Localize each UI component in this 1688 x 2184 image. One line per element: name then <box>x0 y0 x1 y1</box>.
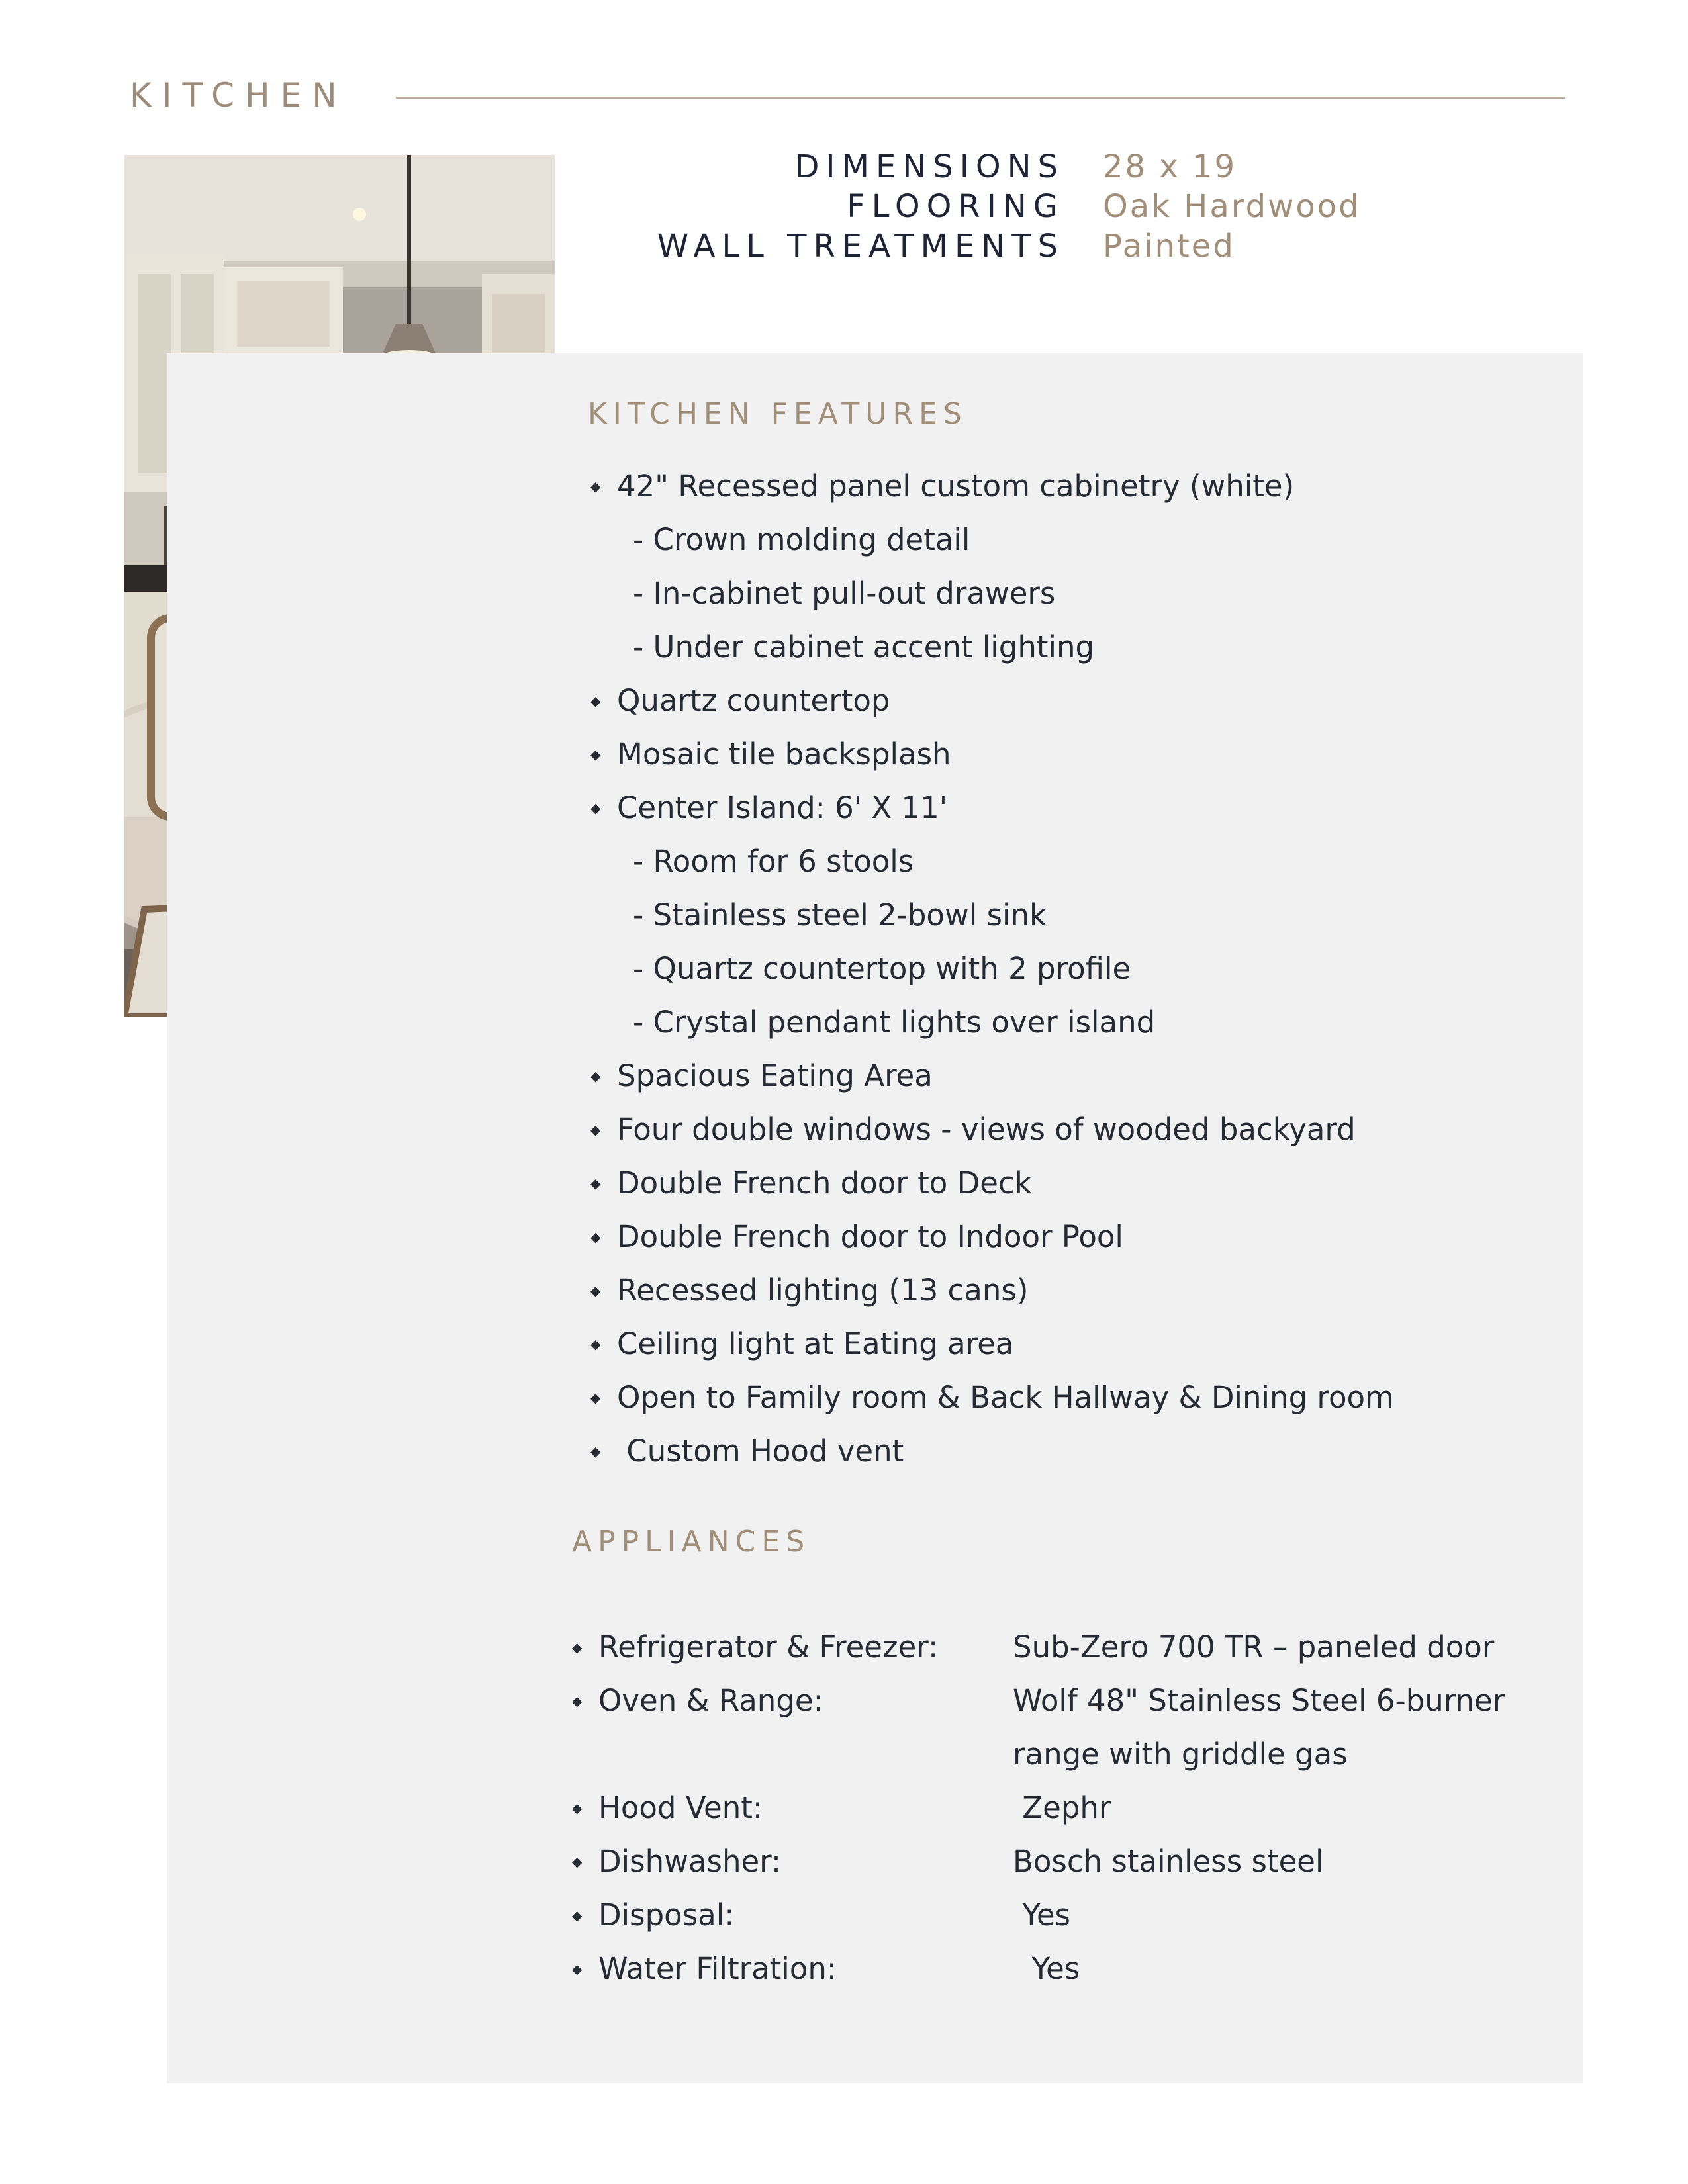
appliance-row <box>572 1888 1578 1942</box>
bullet-icon: ◆ <box>590 746 601 762</box>
appliance-row <box>572 1835 1578 1888</box>
feature-text: - Room for 6 stools <box>633 844 914 879</box>
feature-subitem <box>590 620 1570 674</box>
spec-label: WALL TREATMENTS <box>657 228 1064 265</box>
feature-item <box>590 1049 1570 1103</box>
title-divider <box>396 97 1565 99</box>
feature-item <box>590 459 1570 513</box>
feature-subitem <box>590 835 1570 888</box>
feature-text: Double French door to Deck <box>617 1165 1032 1201</box>
feature-text: 42" Recessed panel custom cabinetry (white) <box>617 469 1295 504</box>
bullet-icon: ◆ <box>590 1228 601 1245</box>
bullet-icon: ◆ <box>590 1068 601 1084</box>
feature-subitem <box>590 995 1570 1049</box>
bullet-icon: ◆ <box>572 1692 583 1709</box>
feature-subitem <box>590 888 1570 942</box>
feature-item <box>590 781 1570 835</box>
feature-text: Spacious Eating Area <box>617 1058 933 1093</box>
spec-row-wall-treatments <box>569 226 1496 266</box>
appliances-heading: APPLIANCES <box>572 1525 811 1559</box>
spec-value: Painted <box>1103 228 1235 265</box>
feature-item <box>590 1317 1570 1371</box>
appliance-row <box>572 1620 1578 1674</box>
feature-text: - Under cabinet accent lighting <box>633 629 1095 664</box>
feature-item <box>590 1371 1570 1424</box>
feature-text: Custom Hood vent <box>617 1433 904 1469</box>
feature-text: Quartz countertop <box>617 683 890 718</box>
page-title: KITCHEN <box>130 76 348 114</box>
feature-item <box>590 1103 1570 1156</box>
feature-text: Double French door to Indoor Pool <box>617 1219 1123 1254</box>
feature-subitem <box>590 942 1570 995</box>
spec-label: DIMENSIONS <box>794 148 1064 185</box>
feature-text: Mosaic tile backsplash <box>617 737 951 772</box>
appliance-label: Oven & Range: <box>598 1683 823 1718</box>
feature-text: - In-cabinet pull-out drawers <box>633 576 1056 611</box>
feature-item <box>590 1263 1570 1317</box>
bullet-icon: ◆ <box>590 692 601 709</box>
spec-label: FLOORING <box>847 188 1064 225</box>
feature-text: Ceiling light at Eating area <box>617 1326 1014 1361</box>
appliance-value: Sub-Zero 700 TR – paneled door <box>1013 1629 1495 1664</box>
bullet-icon: ◆ <box>590 1121 601 1138</box>
bullet-icon: ◆ <box>590 478 601 494</box>
feature-subitem <box>590 567 1570 620</box>
bullet-icon: ◆ <box>572 1960 583 1977</box>
feature-text: - Crown molding detail <box>633 522 970 557</box>
feature-subitem <box>590 513 1570 567</box>
feature-item <box>590 727 1570 781</box>
feature-text: - Crystal pendant lights over island <box>633 1005 1156 1040</box>
appliance-value: Zephr <box>1013 1790 1111 1825</box>
feature-item <box>590 1210 1570 1263</box>
feature-text: Four double windows - views of wooded backyard <box>617 1112 1356 1147</box>
spec-value: 28 x 19 <box>1103 148 1237 185</box>
spec-row-dimensions <box>569 147 1496 187</box>
appliance-label: Hood Vent: <box>598 1790 763 1825</box>
appliance-value: Yes <box>1013 1951 1080 1986</box>
feature-text: - Stainless steel 2-bowl sink <box>633 897 1047 933</box>
appliance-value: Yes <box>1013 1897 1070 1933</box>
appliance-label: Disposal: <box>598 1897 735 1933</box>
room-specs <box>569 147 1496 266</box>
feature-text: Recessed lighting (13 cans) <box>617 1273 1029 1308</box>
spec-value: Oak Hardwood <box>1103 188 1361 225</box>
bullet-icon: ◆ <box>590 1443 601 1459</box>
bullet-icon: ◆ <box>572 1853 583 1870</box>
bullet-icon: ◆ <box>572 1799 583 1816</box>
appliances-list <box>572 1620 1578 1995</box>
appliance-value: Bosch stainless steel <box>1013 1844 1324 1879</box>
feature-text: - Quartz countertop with 2 profile <box>633 951 1131 986</box>
bullet-icon: ◆ <box>590 1282 601 1298</box>
feature-item <box>590 1424 1570 1478</box>
bullet-icon: ◆ <box>590 1336 601 1352</box>
bullet-icon: ◆ <box>572 1907 583 1923</box>
features-list <box>590 459 1570 1478</box>
appliance-row <box>572 1674 1578 1727</box>
appliance-value: range with griddle gas <box>1013 1737 1348 1772</box>
bullet-icon: ◆ <box>590 1175 601 1191</box>
features-heading: KITCHEN FEATURES <box>588 397 968 431</box>
appliance-label: Dishwasher: <box>598 1844 782 1879</box>
feature-item <box>590 674 1570 727</box>
feature-text: Open to Family room & Back Hallway & Dining room <box>617 1380 1394 1415</box>
appliance-row <box>572 1942 1578 1995</box>
feature-item <box>590 1156 1570 1210</box>
appliance-label: Refrigerator & Freezer: <box>598 1629 939 1664</box>
spec-row-flooring <box>569 187 1496 226</box>
bullet-icon: ◆ <box>590 799 601 816</box>
appliance-value: Wolf 48" Stainless Steel 6-burner <box>1013 1683 1505 1718</box>
bullet-icon: ◆ <box>590 1389 601 1406</box>
bullet-icon: ◆ <box>572 1639 583 1655</box>
appliance-label: Water Filtration: <box>598 1951 837 1986</box>
appliance-row <box>572 1727 1578 1781</box>
feature-text: Center Island: 6' X 11' <box>617 790 948 825</box>
appliance-row <box>572 1781 1578 1835</box>
